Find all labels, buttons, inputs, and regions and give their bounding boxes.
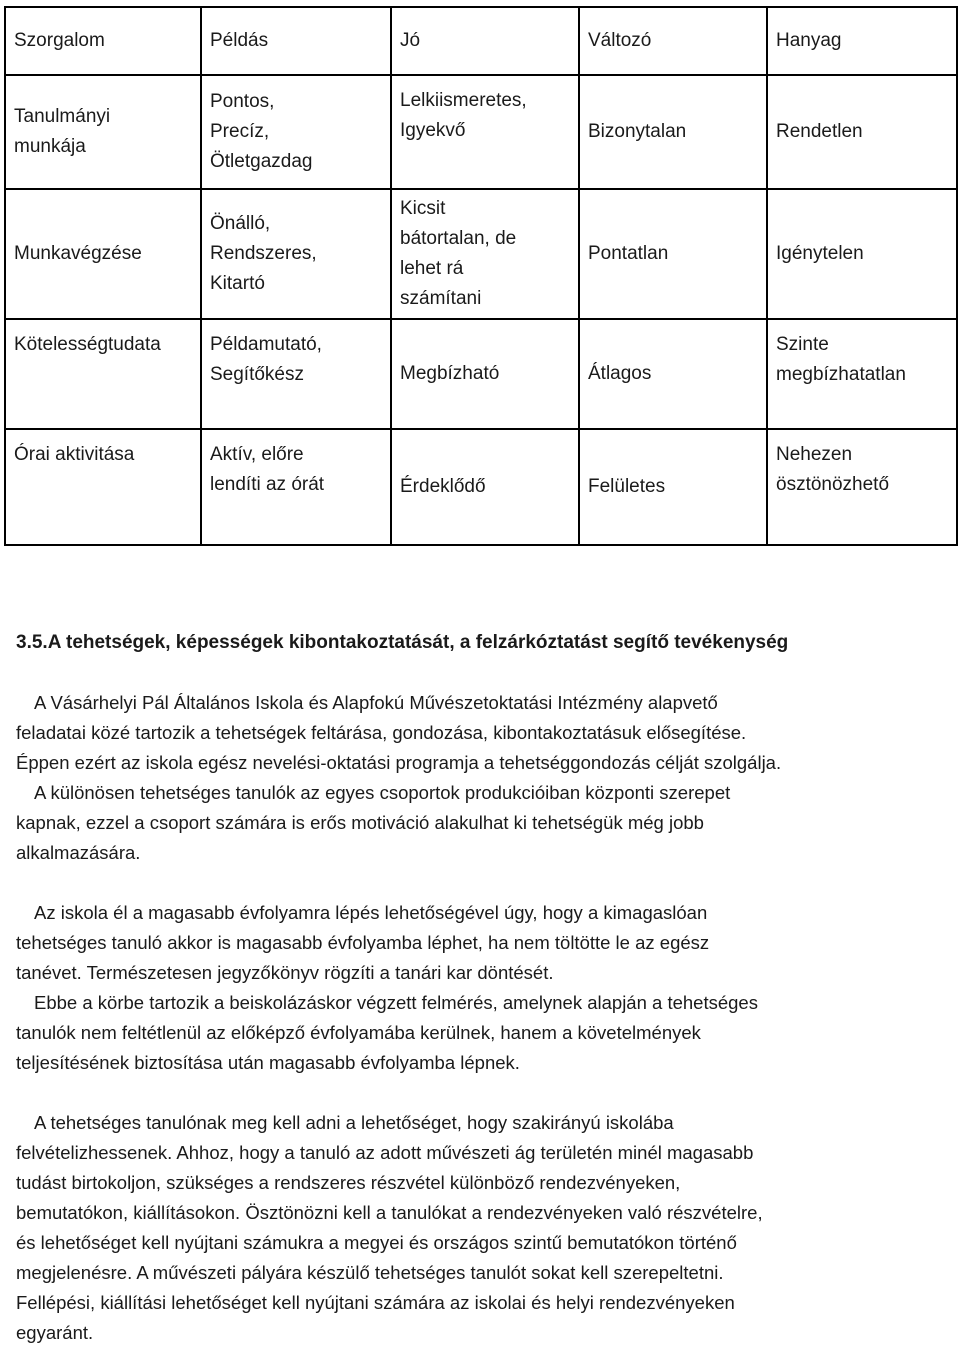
cell-line: bátortalan, de	[400, 228, 517, 249]
table-cell	[767, 319, 957, 429]
paragraph-line: feladatai közé tartozik a tehetségek feltárása, gondozása, kibontakoztatásuk elősegítése.	[16, 722, 747, 743]
paragraph-line: kapnak, ezzel a csoport számára is erős motiváció alakulhat ki tehetségük még jobb	[16, 812, 704, 833]
cell-line: Szinte	[776, 334, 829, 355]
table-cell	[579, 319, 767, 429]
cell-line: Tanulmányi	[14, 106, 111, 127]
cell-line: Felületes	[588, 476, 666, 497]
table-cell	[767, 189, 957, 319]
table-row	[5, 319, 957, 429]
cell-line: Lelkiismeretes,	[400, 90, 527, 111]
cell-line: Pontos,	[210, 91, 275, 112]
table-cell	[579, 75, 767, 189]
table-cell	[579, 189, 767, 319]
paragraph-line: tudást birtokoljon, szükséges a rendszeres részvétel különböző rendezvényeken,	[16, 1172, 681, 1193]
paragraph-line: megjelenésre. A művészeti pályára készülő tehetséges tanulót sokat kell szerepeltetni.	[16, 1262, 724, 1283]
paragraph-line: és lehetőséget kell nyújtani számukra a megyei és országos szintű bemutatókon történő	[16, 1232, 737, 1253]
table-cell	[5, 75, 201, 189]
table-cell	[579, 429, 767, 545]
cell-line: Rendetlen	[776, 121, 863, 142]
table-cell	[201, 429, 391, 545]
table-cell	[391, 189, 579, 319]
cell-line: Kötelességtudata	[14, 334, 161, 355]
cell-line: számítani	[400, 288, 482, 309]
table-cell	[767, 75, 957, 189]
paragraph-line: tanévet. Természetesen jegyzőkönyv rögzíti a tanári kar döntését.	[16, 962, 554, 983]
cell-line: Munkavégzése	[14, 243, 142, 264]
cell-line: Ötletgazdag	[210, 151, 313, 172]
header-cell: Hanyag	[767, 7, 957, 75]
table-cell	[201, 189, 391, 319]
cell-line: Nehezen	[776, 444, 853, 465]
table-cell	[391, 429, 579, 545]
table-cell	[201, 319, 391, 429]
table-cell	[767, 429, 957, 545]
header-cell: Változó	[579, 7, 767, 75]
paragraph-line: Éppen ezért az iskola egész nevelési-oktatási programja a tehetséggondozás célját szolgálja.	[16, 752, 782, 773]
cell-line: Pontatlan	[588, 243, 669, 264]
cell-line: Segítőkész	[210, 364, 304, 385]
table-row	[5, 75, 957, 189]
paragraph-line: alkalmazására.	[16, 842, 141, 863]
table-cell	[391, 319, 579, 429]
cell-line: Igyekvő	[400, 120, 466, 141]
table-cell	[5, 189, 201, 319]
paragraph-line: bemutatókon, kiállításokon. Ösztönözni kell a tanulókat a rendezvényeken való részvételre,	[16, 1202, 763, 1223]
paragraph-line: tanulók nem feltétlenül az előképző évfolyamába kerülnek, hanem a követelmények	[16, 1022, 701, 1043]
cell-line: Rendszeres,	[210, 243, 317, 264]
cell-line: Példamutató,	[210, 334, 322, 355]
cell-line: Átlagos	[588, 363, 652, 384]
cell-line: ösztönözhető	[776, 474, 890, 495]
paragraph-line: A tehetséges tanulónak meg kell adni a lehetőséget, hogy szakirányú iskolába	[34, 1112, 674, 1133]
table-cell	[201, 75, 391, 189]
cell-line: Kicsit	[400, 198, 446, 219]
paragraph-line: A Vásárhelyi Pál Általános Iskola és Alapfokú Művészetoktatási Intézmény alapvető	[34, 692, 718, 713]
cell-line: megbízhatatlan	[776, 364, 906, 385]
table-cell	[5, 319, 201, 429]
paragraph-line: egyaránt.	[16, 1322, 94, 1343]
cell-line: Igénytelen	[776, 243, 864, 264]
cell-line: lehet rá	[400, 258, 464, 279]
paragraph-line: Az iskola él a magasabb évfolyamra lépés lehetőségével úgy, hogy a kimagaslóan	[34, 902, 708, 923]
cell-line: lendíti az órát	[210, 474, 325, 495]
cell-line: Órai aktivitása	[14, 444, 135, 465]
paragraph-line: felvételizhessenek. Ahhoz, hogy a tanuló az adott művészeti ág területén minél magasabb	[16, 1142, 754, 1163]
header-cell: Jó	[391, 7, 579, 75]
paragraph-line: teljesítésének biztosítása után magasabb évfolyamba lépnek.	[16, 1052, 520, 1073]
cell-line: Érdeklődő	[400, 476, 486, 497]
table-cell	[391, 75, 579, 189]
paragraph-line: A különösen tehetséges tanulók az egyes csoportok produkcióiban központi szerepet	[34, 782, 731, 803]
cell-line: Kitartó	[210, 273, 265, 294]
table-row	[5, 429, 957, 545]
cell-line: Aktív, előre	[210, 444, 304, 465]
header-cell: Szorgalom	[5, 7, 201, 75]
table-header-row	[5, 7, 957, 75]
paragraph-line: Ebbe a körbe tartozik a beiskolázáskor végzett felmérés, amelynek alapján a tehetséges	[34, 992, 758, 1013]
cell-line: Precíz,	[210, 121, 270, 142]
cell-line: Megbízható	[400, 363, 500, 384]
grade-table	[4, 6, 958, 546]
paragraph-line: tehetséges tanuló akkor is magasabb évfolyamba léphet, ha nem töltötte le az egész	[16, 932, 710, 953]
cell-line: Önálló,	[210, 213, 271, 234]
cell-line: Bizonytalan	[588, 121, 687, 142]
table-cell	[5, 429, 201, 545]
table-row	[5, 189, 957, 319]
header-cell: Példás	[201, 7, 391, 75]
cell-line: munkája	[14, 136, 86, 157]
paragraph-line: Fellépési, kiállítási lehetőséget kell nyújtani számára az iskolai és helyi rendezvényeken	[16, 1292, 735, 1313]
section-title: 3.5.A tehetségek, képességek kibontakoztatását, a felzárkóztatást segítő tevékenység	[16, 632, 789, 653]
